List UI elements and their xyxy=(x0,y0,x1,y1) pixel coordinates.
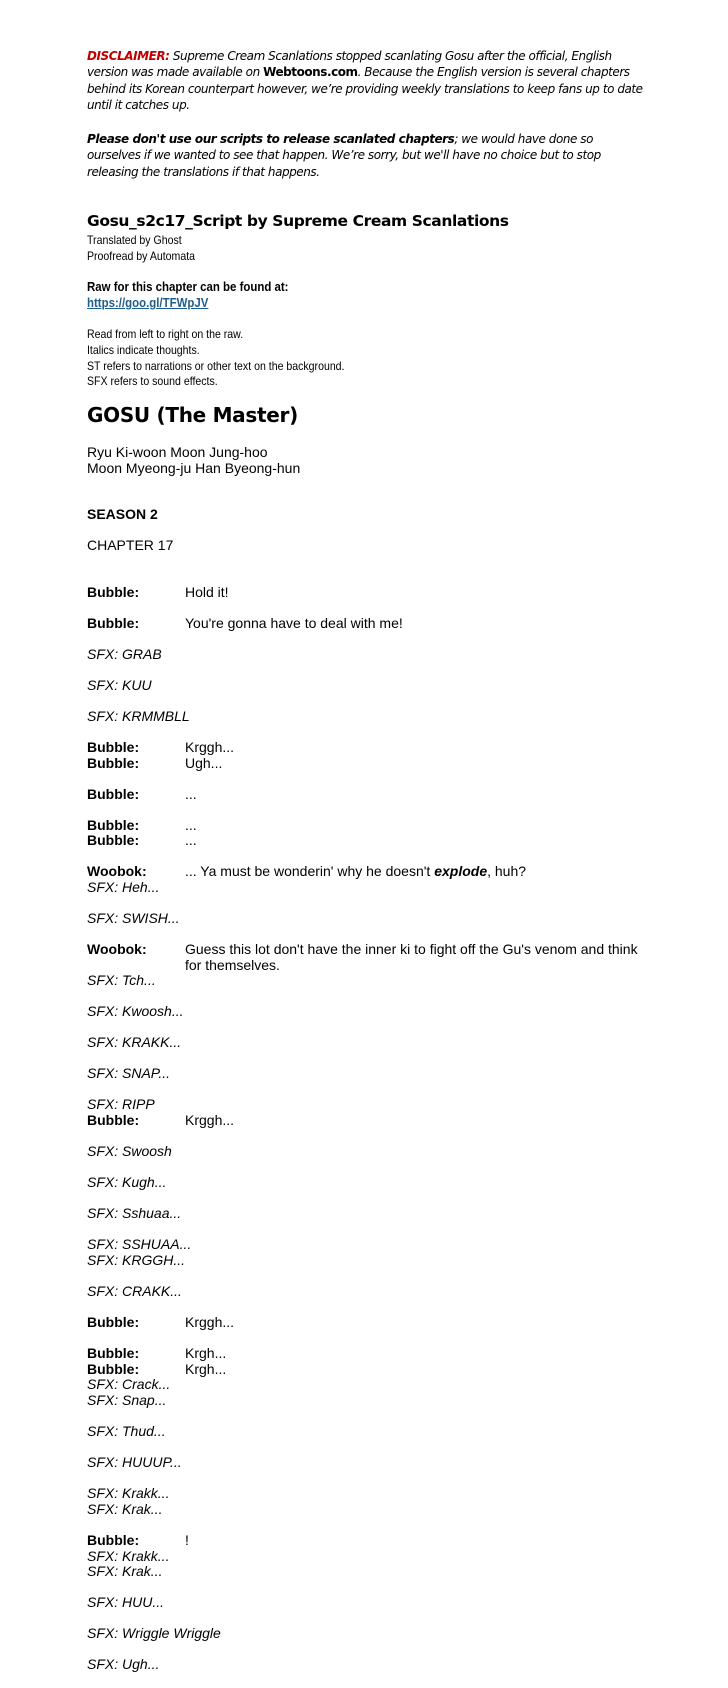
speaker-label: Bubble: xyxy=(87,832,140,848)
speaker-label: Bubble: xyxy=(87,1532,140,1548)
sfx-line: SFX: Heh... xyxy=(87,879,160,895)
dialogue-text: You're gonna have to deal with me! xyxy=(185,615,403,631)
sfx-line: SFX: SSHUAA... xyxy=(87,1236,192,1252)
sfx-line: SFX: KRGGH... xyxy=(87,1252,186,1268)
sfx-line: SFX: KRMMBLL xyxy=(87,708,190,724)
sfx-line: SFX: HUU... xyxy=(87,1594,165,1610)
sfx-line: SFX: HUUUP... xyxy=(87,1454,182,1470)
proofreader-credit: Proofread by Automata xyxy=(87,249,196,263)
sfx-line: SFX: Crack... xyxy=(87,1376,171,1392)
speaker-label: Bubble: xyxy=(87,739,140,755)
sfx-line: SFX: Kugh... xyxy=(87,1174,167,1190)
sfx-line: SFX: Krak... xyxy=(87,1563,163,1579)
translator-credit: Translated by Ghost xyxy=(87,233,182,247)
sfx-line: SFX: Wriggle Wriggle xyxy=(87,1625,221,1641)
note-line: ST refers to narrations or other text on the background. xyxy=(87,359,345,373)
sfx-line: SFX: Kwoosh... xyxy=(87,1003,184,1019)
speaker-label: Bubble: xyxy=(87,1314,140,1330)
sfx-line: SFX: SNAP... xyxy=(87,1065,170,1081)
sfx-line: SFX: Krak... xyxy=(87,1501,163,1517)
sfx-line: SFX: GRAB xyxy=(87,646,162,662)
sfx-line: SFX: Krakk... xyxy=(87,1485,170,1501)
dialogue-text: Guess this lot don't have the inner ki to fight off the Gu's venom and think for themselves. xyxy=(185,941,638,973)
season-label: SEASON 2 xyxy=(87,506,158,522)
dialogue-text: ... xyxy=(185,786,197,802)
dialogue-text: Krggh... xyxy=(185,739,235,755)
speaker-label: Woobok: xyxy=(87,941,147,957)
usage-warning-bold: Please don't use our scripts to release scanlated chapters xyxy=(87,132,455,146)
emphasis-word: explode xyxy=(434,863,488,879)
sfx-line: SFX: KRAKK... xyxy=(87,1034,182,1050)
disclaimer-paragraph xyxy=(87,48,647,114)
speaker-label: Bubble: xyxy=(87,1345,140,1361)
sfx-line: SFX: Tch... xyxy=(87,972,156,988)
dialogue-text: Krgh... xyxy=(185,1361,227,1377)
dialogue-text: ... xyxy=(185,817,197,833)
sfx-line: SFX: Sshuaa... xyxy=(87,1205,182,1221)
sfx-line: SFX: KUU xyxy=(87,677,152,693)
dialogue-text: Hold it! xyxy=(185,584,229,600)
raw-link[interactable]: https://goo.gl/TFWpJV xyxy=(87,295,209,310)
sfx-line: SFX: Ugh... xyxy=(87,1656,160,1672)
dialogue-text-part: , huh? xyxy=(487,863,527,879)
disclaimer-text-b: . Because the English version is several chapters behind its Korean counterpart however, we’re providing weekly translations to keep fans up to date until it catches up. xyxy=(87,65,643,113)
sfx-line: SFX: Swoosh xyxy=(87,1143,172,1159)
dialogue-text: Krgh... xyxy=(185,1345,227,1361)
speaker-label: Bubble: xyxy=(87,1112,140,1128)
note-line: SFX refers to sound effects. xyxy=(87,374,218,388)
author-credits: Ryu Ki-woon Moon Jung-hoo xyxy=(87,444,268,460)
speaker-label: Bubble: xyxy=(87,1361,140,1377)
work-title: GOSU (The Master) xyxy=(87,403,298,427)
sfx-line: SFX: CRAKK... xyxy=(87,1283,182,1299)
chapter-label: CHAPTER 17 xyxy=(87,537,174,553)
speaker-label: Bubble: xyxy=(87,817,140,833)
note-line: Italics indicate thoughts. xyxy=(87,343,200,357)
usage-warning-paragraph xyxy=(87,131,647,180)
disclaimer-text-a: Supreme Cream Scanlations stopped scanlating Gosu after the official, English version was made available on xyxy=(87,49,612,80)
dialogue-text: ... xyxy=(185,832,197,848)
sfx-line: SFX: Snap... xyxy=(87,1392,167,1408)
sfx-line: SFX: Krakk... xyxy=(87,1548,170,1564)
dialogue-text: ! xyxy=(185,1532,189,1548)
note-line: Read from left to right on the raw. xyxy=(87,327,244,341)
sfx-line: SFX: RIPP xyxy=(87,1096,155,1112)
speaker-label: Bubble: xyxy=(87,786,140,802)
dialogue-text xyxy=(185,863,645,879)
speaker-label: Woobok: xyxy=(87,863,147,879)
usage-warning-text: ; we would have done so ourselves if we wanted to see that happen. We’re sorry, but we'll have no choice but to stop releasing the translations if that happens. xyxy=(87,132,601,179)
disclaimer-label: DISCLAIMER: xyxy=(87,49,170,63)
dialogue-text: Krggh... xyxy=(185,1112,235,1128)
speaker-label: Bubble: xyxy=(87,755,140,771)
speaker-label: Bubble: xyxy=(87,615,140,631)
author-credits: Moon Myeong-ju Han Byeong-hun xyxy=(87,460,301,476)
disclaimer-site: Webtoons.com xyxy=(263,65,358,80)
sfx-line: SFX: Thud... xyxy=(87,1423,166,1439)
sfx-line: SFX: SWISH... xyxy=(87,910,180,926)
speaker-label: Bubble: xyxy=(87,584,140,600)
dialogue-text-part: ... Ya must be wonderin' why he doesn't xyxy=(185,863,435,879)
script-title: Gosu_s2c17_Script by Supreme Cream Scanlations xyxy=(87,212,509,230)
dialogue-text: Ugh... xyxy=(185,755,223,771)
dialogue-text: Krggh... xyxy=(185,1314,235,1330)
raw-label: Raw for this chapter can be found at: xyxy=(87,279,289,294)
